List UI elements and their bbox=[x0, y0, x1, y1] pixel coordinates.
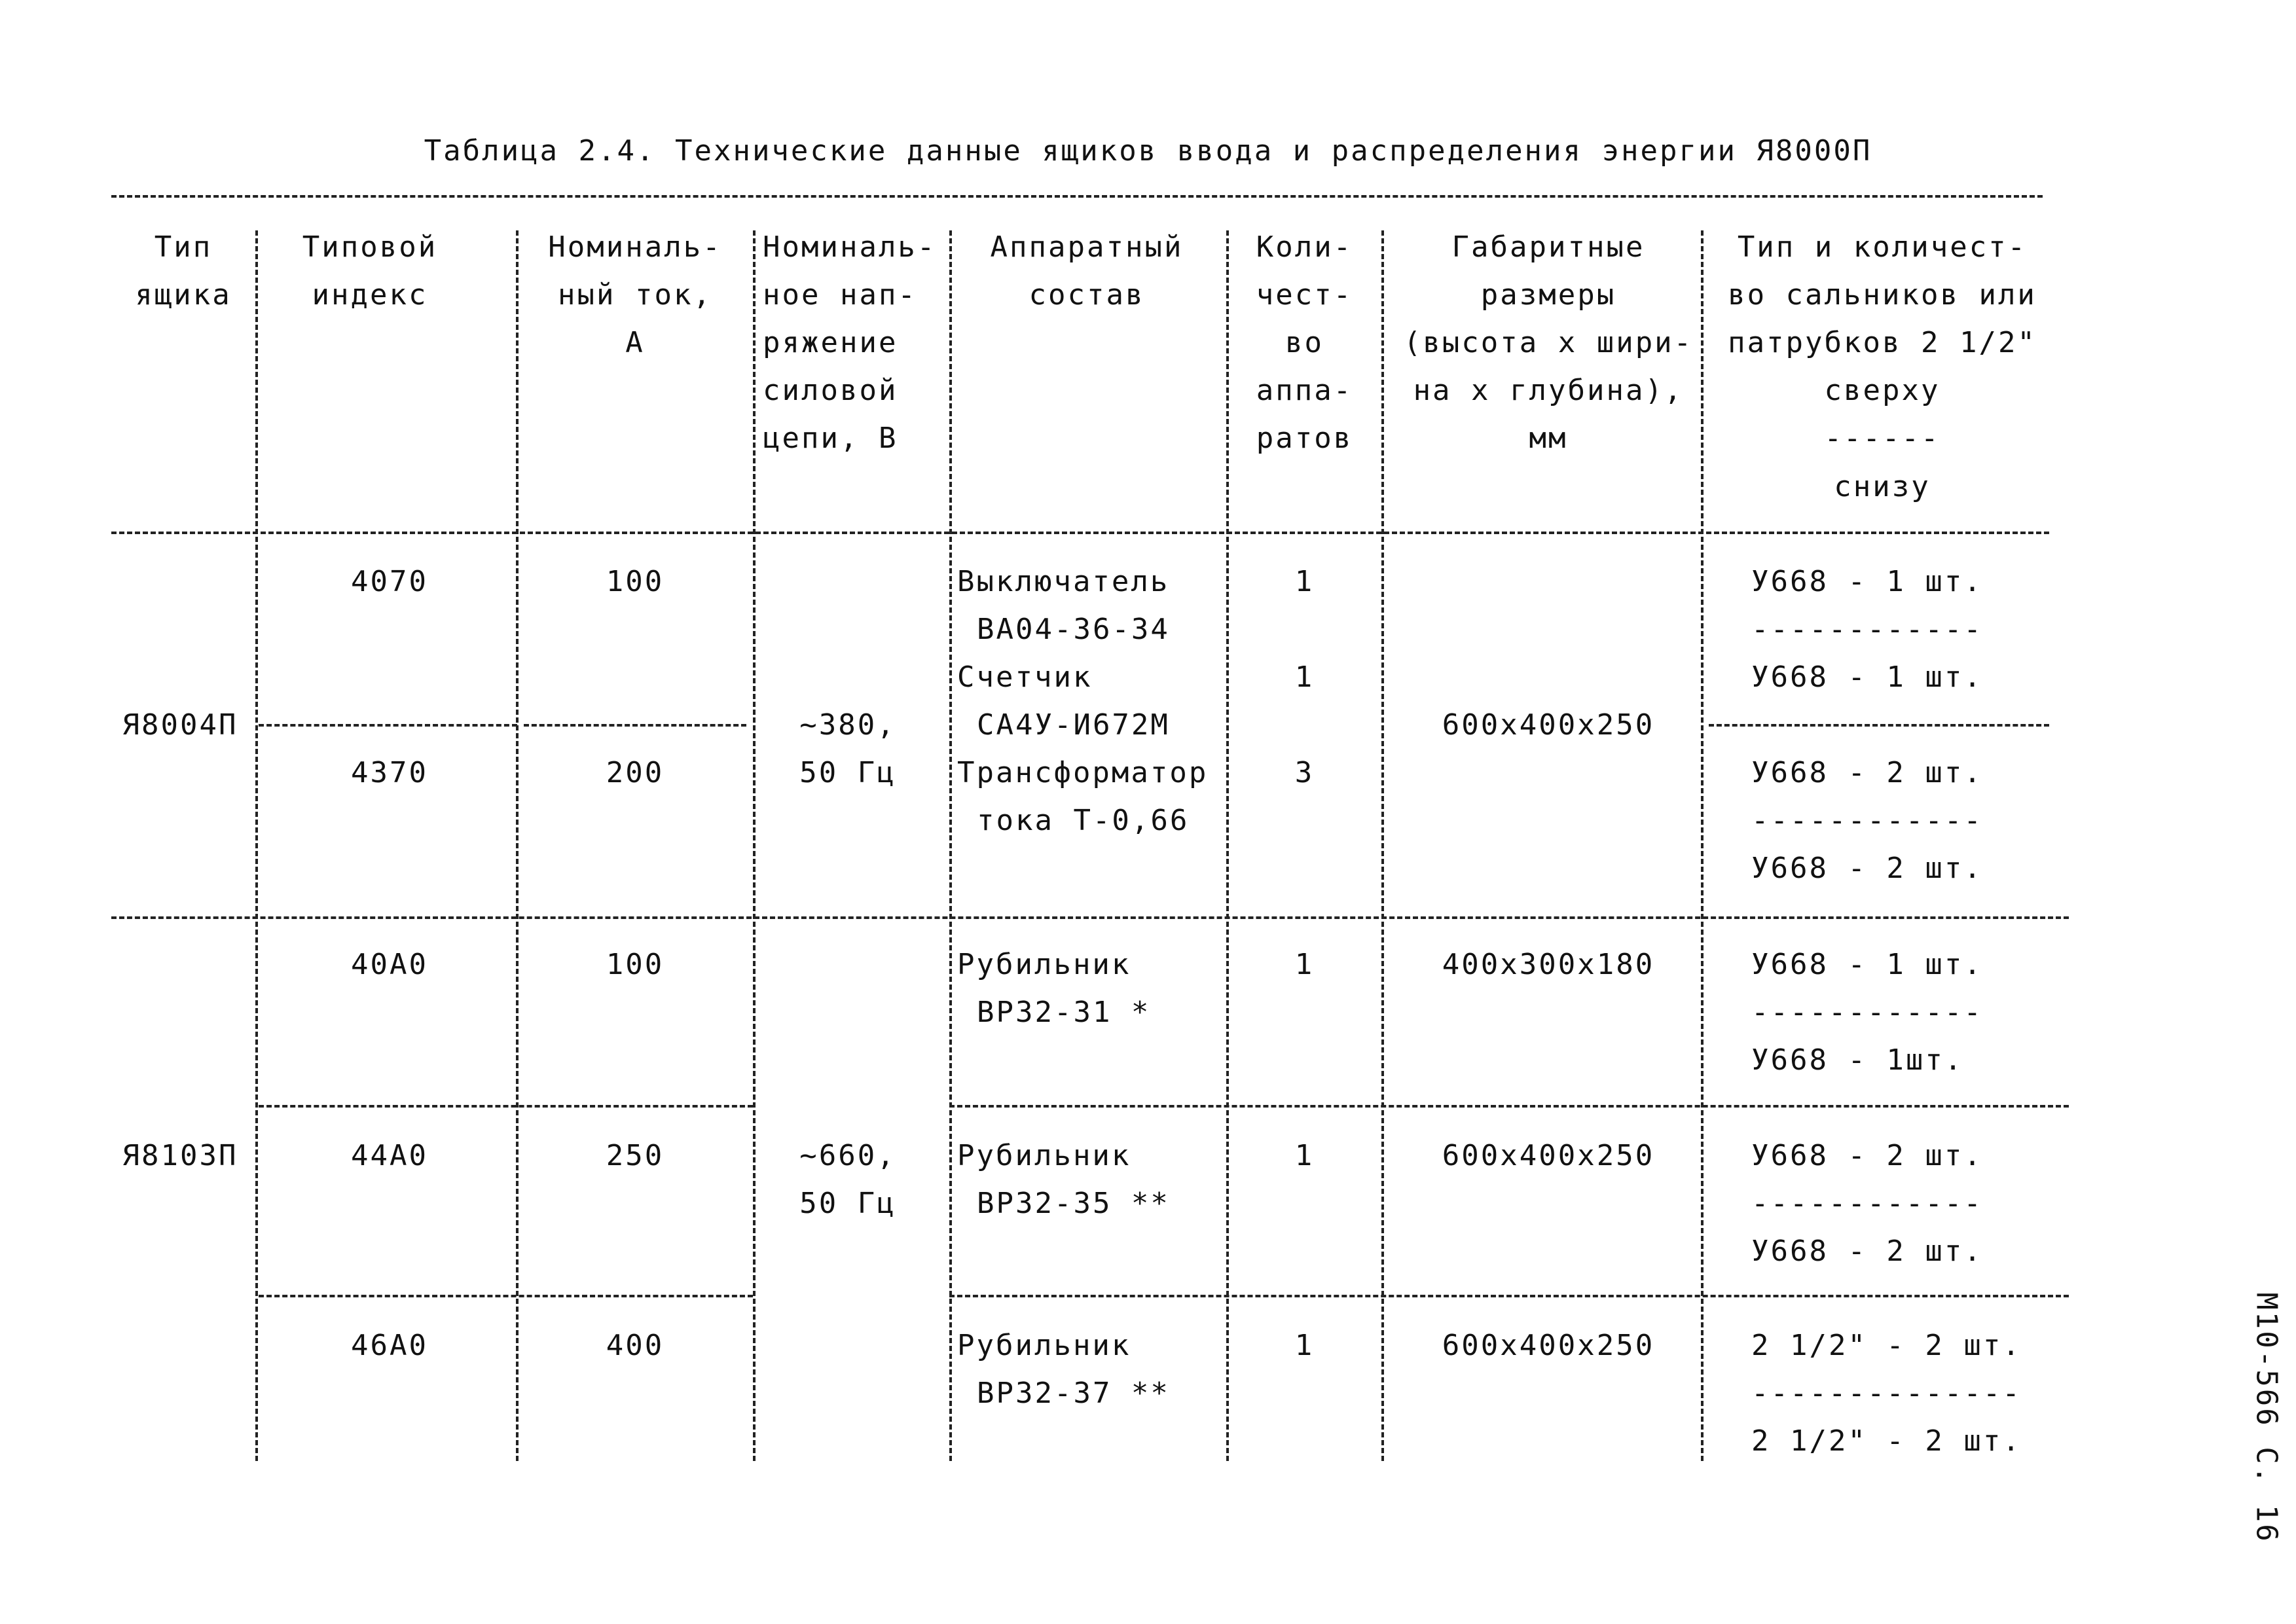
col-divider-6 bbox=[1381, 230, 1384, 1461]
g2-row2-divider-a bbox=[259, 1295, 753, 1297]
g2-row2-gland-bottom: У668 - 2 шт. bbox=[1751, 1235, 1983, 1268]
g1-apparatus2-name: Счетчик bbox=[957, 660, 1093, 694]
header-rule bbox=[111, 532, 2049, 534]
header-qty-line2: чест- bbox=[1256, 278, 1353, 312]
g2-row2-gland-sep: ------------ bbox=[1751, 1187, 1983, 1220]
header-voltage-line1: Номиналь- bbox=[763, 230, 937, 264]
g2-row2-qty: 1 bbox=[1294, 1139, 1315, 1172]
g2-row1-apparatus-model: ВР32-31 * bbox=[977, 996, 1151, 1029]
g2-row2-gland-top: У668 - 2 шт. bbox=[1751, 1139, 1983, 1172]
g1-index-divider bbox=[259, 724, 517, 727]
g2-row1-qty: 1 bbox=[1294, 948, 1315, 981]
header-qty-line1: Коли- bbox=[1256, 230, 1353, 264]
g2-row2-divider-b bbox=[949, 1295, 2069, 1297]
header-index-line1: Типовой bbox=[302, 230, 438, 264]
g1-apparatus1-qty: 1 bbox=[1294, 565, 1315, 598]
g2-row1-divider-a bbox=[259, 1105, 753, 1108]
group-separator bbox=[111, 916, 2069, 919]
g1-apparatus3-model: тока Т-0,66 bbox=[977, 804, 1190, 837]
header-apparatus-line1: Аппаратный bbox=[990, 230, 1184, 264]
g1-apparatus3-qty: 3 bbox=[1294, 756, 1315, 789]
g2-row1-current: 100 bbox=[606, 948, 665, 981]
g2-row1-gland-bottom: У668 - 1шт. bbox=[1751, 1043, 1964, 1077]
g1-row1-gland-top: У668 - 1 шт. bbox=[1751, 565, 1983, 598]
g2-row3-index: 46А0 bbox=[351, 1329, 428, 1362]
header-current-line3: А bbox=[625, 326, 645, 359]
header-glands-line2: во сальников или bbox=[1728, 278, 2037, 312]
col-divider-1 bbox=[255, 230, 258, 1461]
header-type-line1: Тип bbox=[154, 230, 213, 264]
g1-apparatus3-name: Трансформатор bbox=[957, 756, 1209, 789]
g1-apparatus2-qty: 1 bbox=[1294, 660, 1315, 694]
g2-row3-apparatus-model: ВР32-37 ** bbox=[977, 1377, 1170, 1410]
top-rule bbox=[111, 195, 2043, 198]
col-divider-3 bbox=[753, 230, 756, 1461]
g2-row1-gland-sep: ------------ bbox=[1751, 996, 1983, 1029]
g2-row3-gland-bottom: 2 1/2" - 2 шт. bbox=[1751, 1424, 2022, 1458]
page-number: М10-566 С. 16 bbox=[2250, 1292, 2284, 1543]
g2-row3-current: 400 bbox=[606, 1329, 665, 1362]
header-dims-line3: (высота х шири- bbox=[1403, 326, 1694, 359]
g1-row2-gland-bottom: У668 - 2 шт. bbox=[1751, 852, 1983, 885]
group2-type: Я8103П bbox=[122, 1139, 238, 1172]
header-glands-line3: патрубков 2 1/2" bbox=[1728, 326, 2037, 359]
table-title: Таблица 2.4. Технические данные ящиков ввода и распределения энергии Я8000П bbox=[424, 134, 1872, 168]
header-current-line1: Номиналь- bbox=[548, 230, 722, 264]
g1-voltage-line1: ~380, bbox=[799, 708, 896, 742]
g2-row2-apparatus-name: Рубильник bbox=[957, 1139, 1131, 1172]
g1-row2-gland-top: У668 - 2 шт. bbox=[1751, 756, 1983, 789]
g2-row2-index: 44А0 bbox=[351, 1139, 428, 1172]
col-divider-5 bbox=[1226, 230, 1229, 1461]
g2-row2-current: 250 bbox=[606, 1139, 665, 1172]
header-index-line2: индекс bbox=[312, 278, 428, 312]
g1-row1-current: 100 bbox=[606, 565, 665, 598]
g1-voltage-line2: 50 Гц bbox=[799, 756, 896, 789]
header-qty-line4: аппа- bbox=[1256, 374, 1353, 407]
group1-type: Я8004П bbox=[122, 708, 238, 742]
col-divider-7 bbox=[1701, 230, 1704, 1461]
header-type-line2: ящика bbox=[135, 278, 232, 312]
g2-row1-index: 40А0 bbox=[351, 948, 428, 981]
g2-row1-divider-b bbox=[949, 1105, 2069, 1108]
g2-row3-apparatus-name: Рубильник bbox=[957, 1329, 1131, 1362]
header-qty-line3: во bbox=[1285, 326, 1324, 359]
g2-row3-dimensions: 600х400х250 bbox=[1442, 1329, 1655, 1362]
g2-row1-dimensions: 400х300х180 bbox=[1442, 948, 1655, 981]
header-qty-line5: ратов bbox=[1256, 422, 1353, 455]
header-voltage-line2: ное нап- bbox=[763, 278, 917, 312]
g2-row1-gland-top: У668 - 1 шт. bbox=[1751, 948, 1983, 981]
g1-current-divider bbox=[524, 724, 746, 727]
g2-voltage-line1: ~660, bbox=[799, 1139, 896, 1172]
g2-row3-gland-sep: -------------- bbox=[1751, 1377, 2022, 1410]
header-dims-line5: мм bbox=[1529, 422, 1568, 455]
col-divider-2 bbox=[516, 230, 519, 1461]
g2-row3-gland-top: 2 1/2" - 2 шт. bbox=[1751, 1329, 2022, 1362]
g1-apparatus1-name: Выключатель bbox=[957, 565, 1170, 598]
g2-row2-dimensions: 600х400х250 bbox=[1442, 1139, 1655, 1172]
g2-voltage-line2: 50 Гц bbox=[799, 1187, 896, 1220]
header-dims-line1: Габаритные bbox=[1451, 230, 1645, 264]
g1-gland-divider bbox=[1709, 724, 2049, 727]
g1-row2-gland-sep: ------------ bbox=[1751, 804, 1983, 837]
g1-row1-gland-bottom: У668 - 1 шт. bbox=[1751, 660, 1983, 694]
header-dims-line4: на х глубина), bbox=[1413, 374, 1684, 407]
g2-row1-apparatus-name: Рубильник bbox=[957, 948, 1131, 981]
g1-row1-index: 4070 bbox=[351, 565, 428, 598]
g1-row2-current: 200 bbox=[606, 756, 665, 789]
header-apparatus-line2: состав bbox=[1029, 278, 1145, 312]
header-voltage-line4: силовой bbox=[763, 374, 898, 407]
g2-row2-apparatus-model: ВР32-35 ** bbox=[977, 1187, 1170, 1220]
header-current-line2: ный ток, bbox=[558, 278, 712, 312]
g1-apparatus2-model: СА4У-И672М bbox=[977, 708, 1170, 742]
header-glands-line1: Тип и количест- bbox=[1737, 230, 2028, 264]
header-glands-line4: сверху bbox=[1824, 374, 1941, 407]
header-voltage-line5: цепи, В bbox=[763, 422, 898, 455]
g1-row2-index: 4370 bbox=[351, 756, 428, 789]
col-divider-4 bbox=[949, 230, 952, 1461]
header-dims-line2: размеры bbox=[1480, 278, 1616, 312]
g1-row1-gland-sep: ------------ bbox=[1751, 613, 1983, 646]
header-glands-line6: снизу bbox=[1834, 470, 1931, 503]
header-glands-line5: ------ bbox=[1824, 422, 1941, 455]
g1-dimensions: 600х400х250 bbox=[1442, 708, 1655, 742]
g1-apparatus1-model: ВА04-36-34 bbox=[977, 613, 1170, 646]
g2-row3-qty: 1 bbox=[1294, 1329, 1315, 1362]
header-voltage-line3: ряжение bbox=[763, 326, 898, 359]
